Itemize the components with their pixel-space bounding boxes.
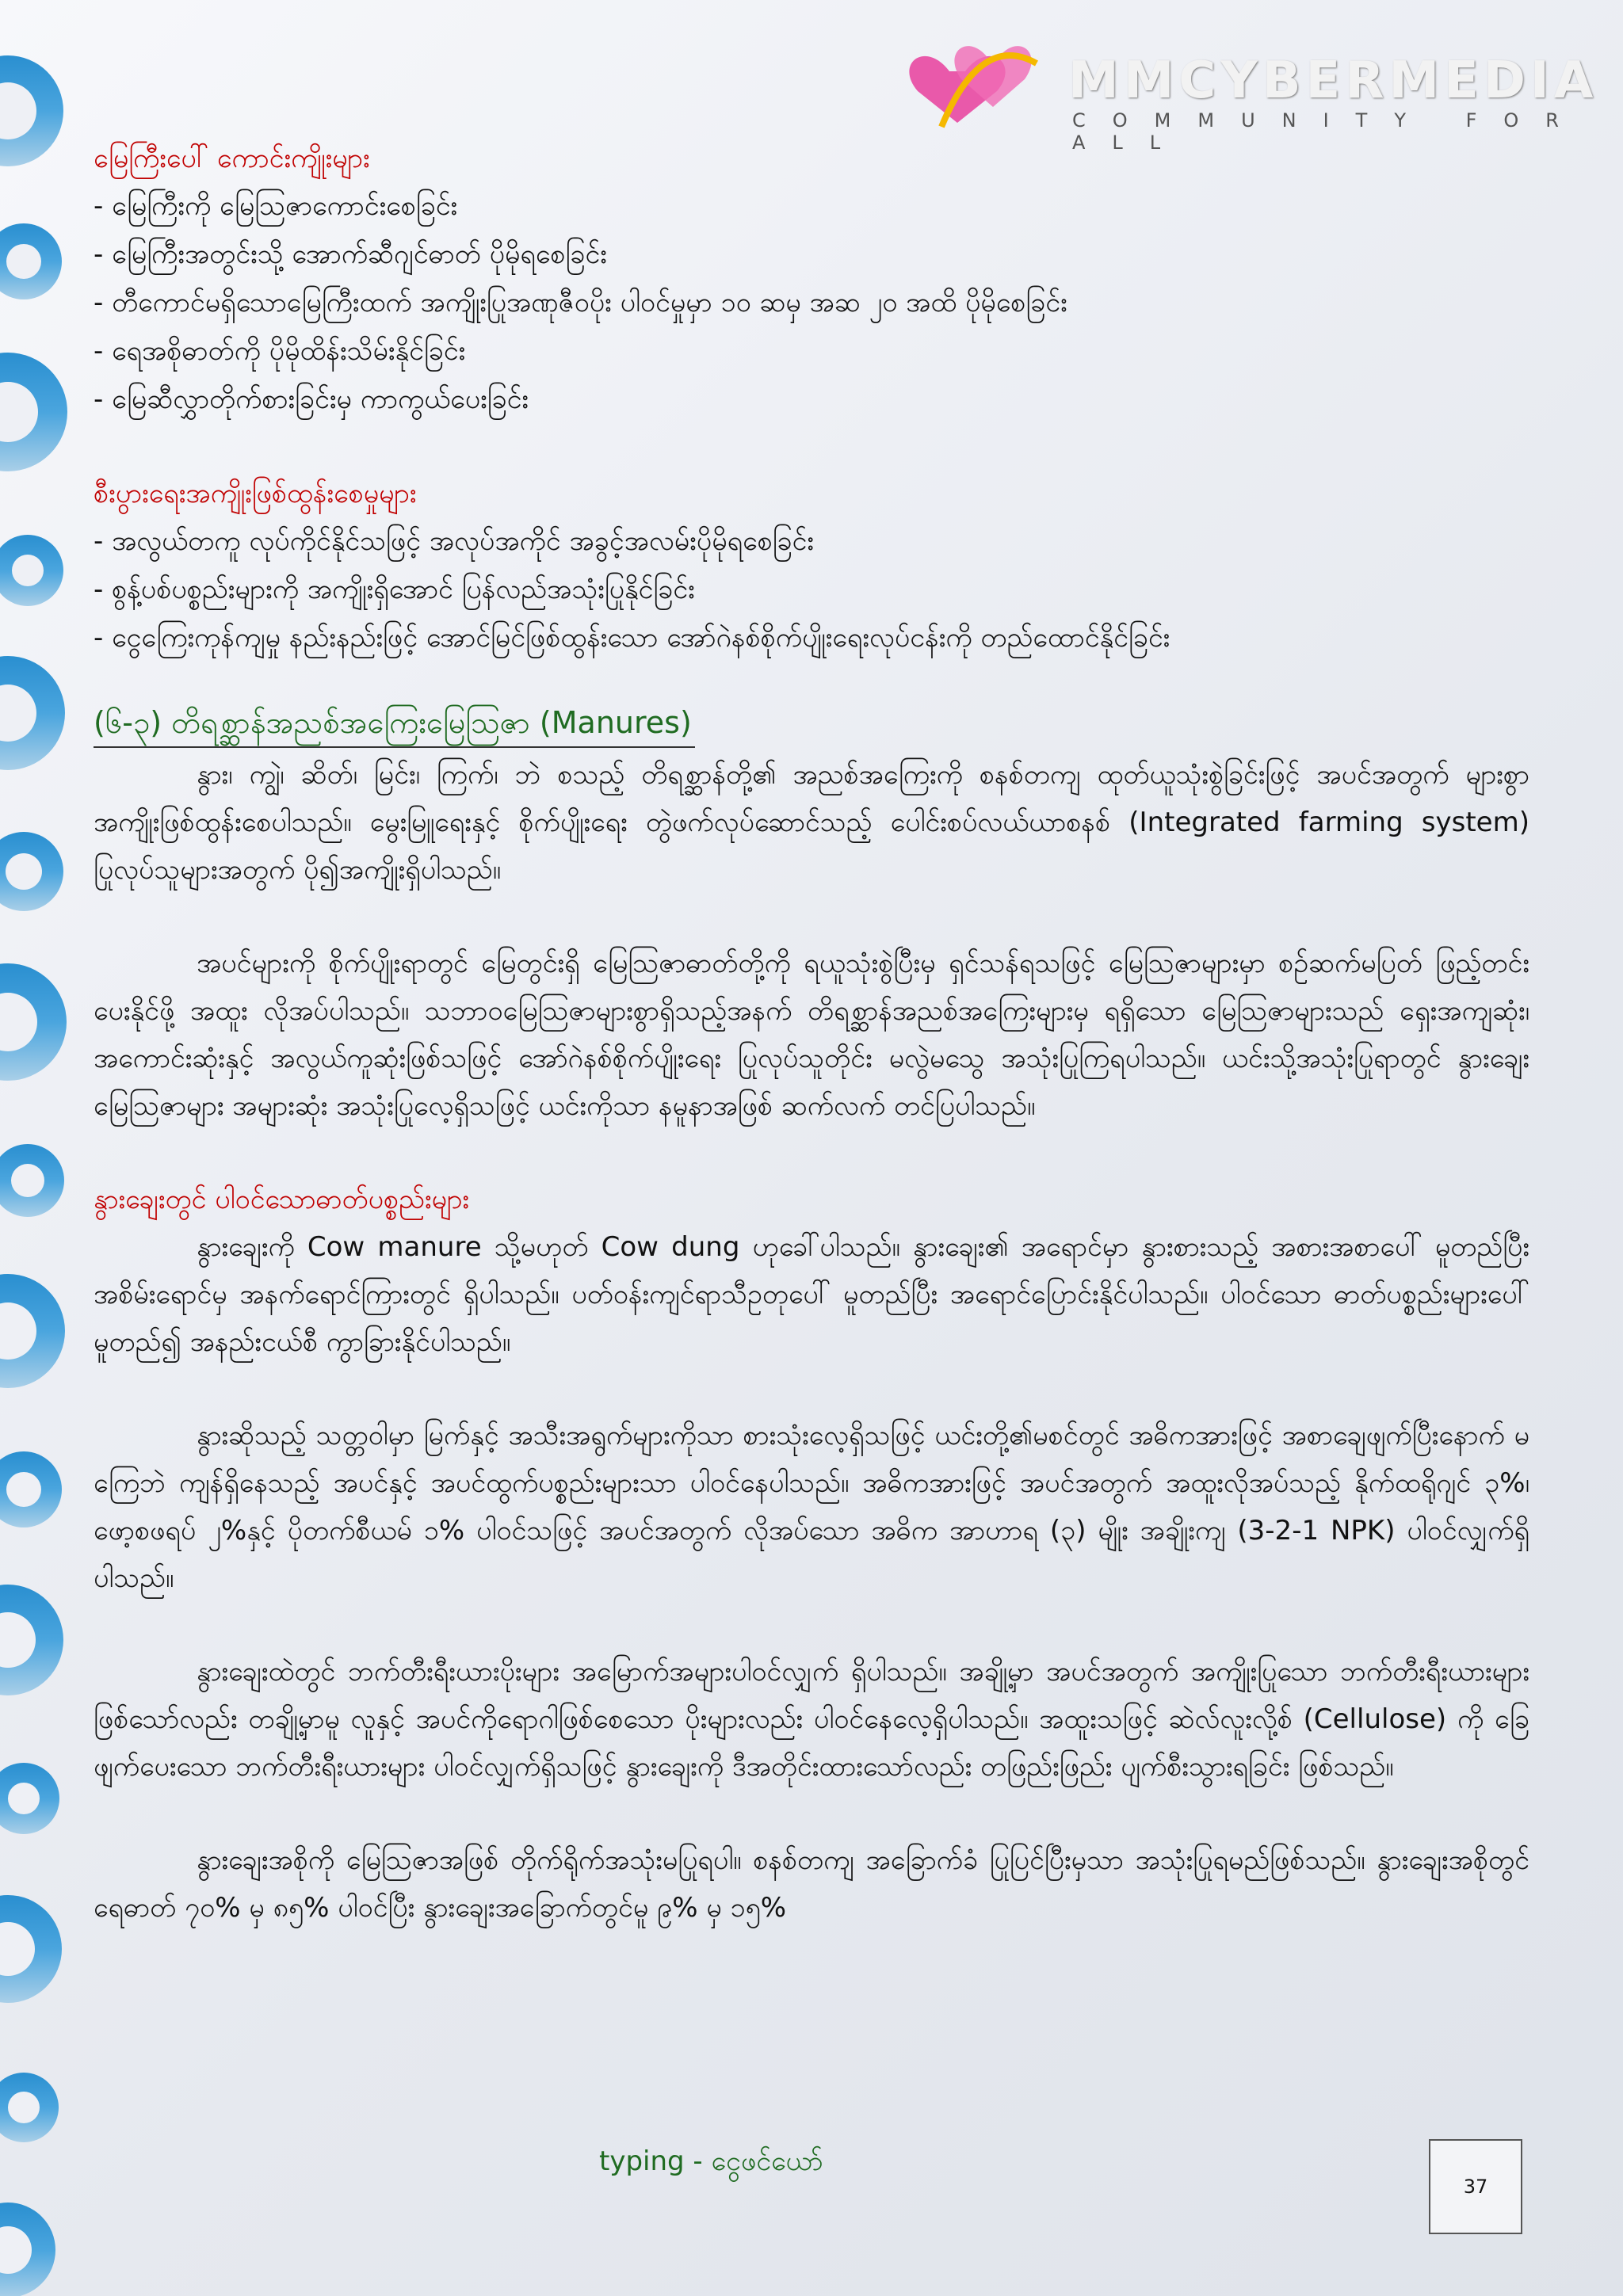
- list-item: - ငွေကြေးကုန်ကျမှု နည်းနည်းဖြင့် အောင်မြင်ဖြစ်ထွန်းသော အော်ဂဲနစ်စိုက်ပျိုးရေးလုပ်ငန်းကို တည်ထောင်နိုင်ခြင်း: [94, 622, 1170, 654]
- paragraph: နွား၊ ကျွဲ၊ ဆိတ်၊ မြင်း၊ ကြက်၊ ဘဲ စသည့် တိရစ္ဆာန်တို့၏ အညစ်အကြေးကို စနစ်တကျ ထုတ်ယူသုံးစွဲခြင်းဖြင့် အပင်အတွက် များစွာအကျိုးဖြစ်ထွန်းစေပါသည်။ မွေးမြူရေးနှင့် စိုက်ပျိုးရေး တွဲဖက်လုပ်ဆောင်သည့် ပေါင်းစပ်လယ်ယာစနစ် (Integrated farming system) ပြုလုပ်သူများအတွက် ပို၍အကျိုးရှိပါသည်။: [94, 759, 1529, 886]
- list-item: - ရေအစိုဓာတ်ကို ပိုမိုထိန်းသိမ်းနိုင်ခြင်း: [94, 335, 466, 367]
- list-item: - တီကောင်မရှိသောမြေကြီးထက် အကျိုးပြုအဏုဇီဝပိုး ပါဝင်မှုမှာ ၁၀ ဆမှ အဆ ၂၀ အထိ ပိုမိုစေခြင်း: [94, 287, 1067, 318]
- list-item: - မြေကြီးအတွင်းသို့ အောက်ဆီဂျင်ဓာတ် ပိုမိုရစေခြင်း: [94, 238, 607, 270]
- list-item: - စွန့်ပစ်ပစ္စည်းများကို အကျိုးရှိအောင် ပြန်လည်အသုံးပြုနိုင်ခြင်း: [94, 574, 695, 605]
- list-item: - မြေကြီးကို မြေဩဇာကောင်းစေခြင်း: [94, 190, 458, 222]
- section-heading-soil-benefits: မြေကြီးပေါ် ကောင်းကျိုးများ: [94, 143, 370, 174]
- logo-tagline: COMMUNITY FOR ALL: [1072, 109, 1586, 154]
- logo-name: MMCYBERMEDIA: [1068, 51, 1598, 110]
- footer-typing-credit: typing - ငွေဖင်ယော်: [599, 2145, 823, 2177]
- paragraph: အပင်များကို စိုက်ပျိုးရာတွင် မြေတွင်းရှိ မြေဩဇာဓာတ်တို့ကို ရယူသုံးစွဲပြီးမှ ရှင်သန်ရသဖြင့် မြေဩဇာများမှာ စဉ်ဆက်မပြတ် ဖြည့်တင်းပေးနိုင်ဖို့ အထူး လိုအပ်ပါသည်။ သဘာဝမြေဩဇာများစွာရှိသည့်အနက် တိရစ္ဆာန်အညစ်အကြေးများမှ ရရှိသော မြေဩဇာများသည် ရှေးအကျဆုံး၊ အကောင်းဆုံးနှင့် အလွယ်ကူဆုံးဖြစ်သဖြင့် အော်ဂဲနစ်စိုက်ပျိုးရေး ပြုလုပ်သူတိုင်း မလွဲမသွေ အသုံးပြုကြရပါသည်။ ယင်းသို့အသုံးပြုရာတွင် နွားချေးမြေဩဇာများ အများဆုံး အသုံးပြုလေ့ရှိသဖြင့် ယင်းကိုသာ နမူနာအဖြစ် ဆက်လက် တင်ပြပါသည်။: [94, 948, 1529, 1122]
- page-content: [94, 135, 1529, 1932]
- heart-logo-icon: [894, 16, 1084, 135]
- manures-section-title: (၆-၃) တိရစ္ဆာန်အညစ်အကြေးမြေဩဇာ (Manures): [94, 700, 695, 748]
- section-heading-economic-benefits: စီးပွားရေးအကျိုးဖြစ်ထွန်းစေမှုများ: [94, 478, 417, 509]
- paragraph: နွားချေးအစိုကို မြေဩဇာအဖြစ် တိုက်ရိုက်အသုံးမပြုရပါ။ စနစ်တကျ အခြောက်ခံ ပြုပြင်ပြီးမှသာ အသုံးပြုရမည်ဖြစ်သည်။ နွားချေးအစိုတွင် ရေဓာတ် ၇၀% မှ ၈၅% ပါဝင်ပြီး နွားချေးအခြောက်တွင်မူ ၉% မှ ၁၅%: [94, 1844, 1529, 1924]
- paragraph: နွားဆိုသည့် သတ္တဝါမှာ မြက်နှင့် အသီးအရွက်များကိုသာ စားသုံးလေ့ရှိသဖြင့် ယင်းတို့၏မစင်တွင် အဓိကအားဖြင့် အစာချေဖျက်ပြီးနောက် မကြေဘဲ ကျန်ရှိနေသည့် အပင်နှင့် အပင်ထွက်ပစ္စည်းများသာ ပါဝင်နေပါသည်။ အဓိကအားဖြင့် အပင်အတွက် အထူးလိုအပ်သည့် နိုက်ထရိုဂျင် ၃%၊ ဖော့စဖရပ် ၂%နှင့် ပိုတက်စီယမ် ၁% ပါဝင်သဖြင့် အပင်အတွက် လိုအပ်သော အဓိက အာဟာရ (၃) မျိုး အချိုးကျ (3-2-1 NPK) ပါဝင်လျှက်ရှိပါသည်။: [94, 1420, 1529, 1594]
- paragraph: နွားချေးကို Cow manure သို့မဟုတ် Cow dung ဟုခေါ်ပါသည်။ နွားချေး၏ အရောင်မှာ နွားစားသည့် အစားအစာပေါ် မူတည်ပြီး အစိမ်းရောင်မှ အနက်ရောင်ကြားတွင် ရှိပါသည်။ ပတ်ဝန်းကျင်ရာသီဥတုပေါ် မူတည်ပြီး အရောင်ပြောင်းနိုင်ပါသည်။ ပါဝင်သော ဓာတ်ပစ္စည်းများပေါ် မူတည်၍ အနည်းငယ်စီ ကွာခြားနိုင်ပါသည်။: [94, 1231, 1529, 1358]
- gear-decoration: [0, 0, 87, 2296]
- paragraph: နွားချေးထဲတွင် ဘက်တီးရီးယားပိုးများ အမြောက်အများပါဝင်လျှက် ရှိပါသည်။ အချို့မှာ အပင်အတွက် အကျိုးပြုသော ဘက်တီးရီးယားများဖြစ်သော်လည်း တချို့မှာမူ လူနှင့် အပင်ကိုရောဂါဖြစ်စေသော ပိုးများလည်း ပါဝင်နေလေ့ရှိပါသည်။ အထူးသဖြင့် ဆဲလ်လူးလို့စ် (Cellulose) ကို ခြေဖျက်ပေးသော ဘက်တီးရီးယားများ ပါဝင်လျှက်ရှိသဖြင့် နွားချေးကို ဒီအတိုင်းထားသော်လည်း တဖြည်းဖြည်း ပျက်စီးသွားရခြင်း ဖြစ်သည်။: [94, 1656, 1529, 1783]
- page-number: 37: [1429, 2139, 1522, 2234]
- section-heading-cow-dung: နွားချေးတွင် ပါဝင်သောဓာတ်ပစ္စည်းများ: [94, 1184, 470, 1215]
- list-item: - အလွယ်တကူ လုပ်ကိုင်နိုင်သဖြင့် အလုပ်အကိုင် အခွင့်အလမ်းပိုမိုရစေခြင်း: [94, 525, 815, 557]
- logo: [894, 16, 1598, 154]
- list-item: - မြေဆီလွှာတိုက်စားခြင်းမှ ကာကွယ်ပေးခြင်း: [94, 383, 529, 415]
